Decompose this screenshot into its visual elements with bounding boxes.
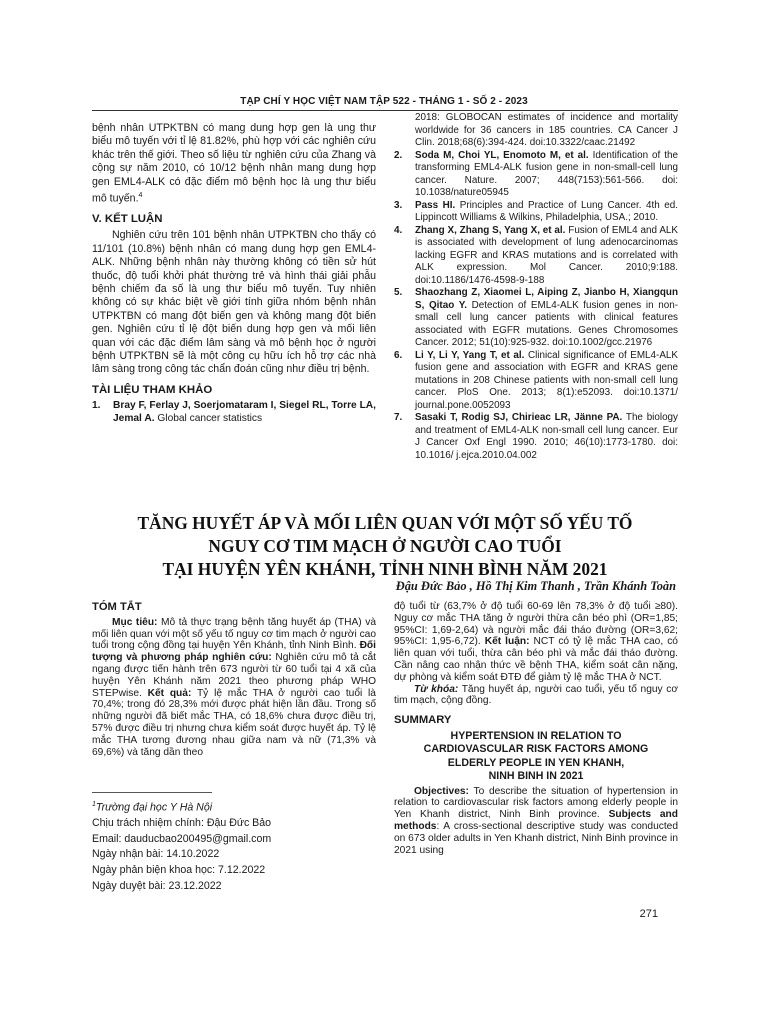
keywords: [394, 684, 678, 708]
reference-authors: Zhang X, Zhang S, Yang X, et al.: [415, 224, 566, 236]
corresponding-author: Chịu trách nhiệm chính: Đậu Đức Bảo: [92, 817, 272, 830]
journal-header: TẠP CHÍ Y HỌC VIỆT NAM TẬP 522 - THÁNG 1 - SỐ 2 - 2023: [240, 96, 528, 107]
reference-text: Principles and Practice of Lung Cancer. 4th ed. Lippincott Williams & Wilkins, Philadelphia, USA.; 2010.: [415, 199, 678, 223]
footnote-rule: [92, 792, 212, 793]
email: Email: dauducbao200495@gmail.com: [92, 832, 272, 845]
reference-item: [394, 350, 678, 413]
objective-text: Mô tả thực trạng bệnh tăng huyết áp (THA) và mối liên quan với một số yếu tố nguy cơ tim mạch ở người cao tuổi trong cộng đồng tại huyện Yên Khánh, tỉnh Ninh Bình.: [92, 616, 376, 652]
summary-title-line: NINH BINH IN 2021: [488, 770, 584, 783]
header-rule: [92, 110, 678, 111]
objectives-text: To describe the situation of hypertension in relation to cardiovascular risk factors among elderly people in Yen Khanh district, Ninh Binh province.: [394, 785, 678, 821]
title-line: TĂNG HUYẾT ÁP VÀ MỐI LIÊN QUAN VỚI MỘT SỐ YẾU TỐ: [137, 513, 633, 533]
reference-body: [415, 150, 678, 200]
conclusion-label: Kết luận:: [484, 636, 530, 648]
methods-text: Nghiên cứu mô tả cắt ngang được tiến hành trên 673 người từ 60 tuổi tại 4 xã của huyện Yên Khánh năm 2021 theo phương pháp WHO STEPwise.: [92, 652, 376, 699]
affiliation-marker: 1: [92, 801, 96, 808]
reference-number: 1.: [92, 400, 101, 412]
reference-text: Clinical significance of EML4-ALK fusion gene and association with EGFR and KRAS gene mutations in 208 Chinese patients with non-small cell lung cancer. PloS One. 2013; 8(1):e52093. doi:10.1371/ journal.pone.0052093: [415, 349, 678, 411]
reference-item: [394, 287, 678, 350]
reference-number: 2.: [394, 149, 403, 161]
subjects-label: Subjects and methods: [394, 809, 678, 832]
date-accepted: Ngày duyệt bài: 23.12.2022: [92, 879, 222, 892]
footnotes: [92, 797, 376, 894]
date-reviewed: Ngày phản biện khoa học: 7.12.2022: [92, 863, 266, 876]
reference-text: Detection of EML4-ALK fusion genes in non-small cell lung cancer patients with clinical features associated with EGFR mutations. Genes Chromosomes Cancer. 2012; 51(10):925-932. doi:10.1002/gcc.21976: [415, 299, 678, 348]
page-number: 271: [639, 908, 658, 920]
reference-body: [415, 350, 678, 413]
reference-authors: Pass HI.: [415, 199, 456, 211]
reference-body: [415, 225, 678, 288]
reference-authors: Li Y, Li Y, Yang T, et al.: [415, 349, 525, 361]
references-heading: TÀI LIỆU THAM KHẢO: [92, 383, 213, 396]
reference-1: [92, 400, 376, 425]
objective-label: Mục tiêu:: [112, 616, 158, 628]
right-column: [394, 112, 678, 462]
reference-body: [113, 400, 376, 425]
reference-authors: Soda M, Choi YL, Enomoto M, et al.: [415, 149, 589, 161]
conclusion-text: Nghiên cứu trên 101 bệnh nhân UTPKTBN cho thấy có 11/101 (10.8%) bệnh nhân có mang dung hợp gen EML4-ALK. Những bệnh nhân này thường không có tiền sử hút thuốc, độ tuổi khởi phát thường trẻ và hình thái giải phẫu bệnh chiếm đa số là ung thư biểu mô tuyến. Tuy nhiên không có sự khác biệt về giới tính giữa nhóm bệnh nhân UTPKTBN có mang đột biến gen và không mang đột biến gen. Nghiên cứu tỉ lệ đột biến dung hợp gen và mối liên quan với các đặc điểm lâm sàng và mô bệnh học ở người bệnh UTPKTBN sẽ là một công cụ hữu ích hỗ trợ các nhà lâm sàng trong công tác chẩn đoán cũng như điều trị bệnh.: [92, 229, 376, 376]
reference-1-continued: 2018: GLOBOCAN estimates of incidence and mortality worldwide for 36 cancers in 185 countries. CA Cancer J Clin. 2018;68(6):394-424. doi:10.3322/caac.21492: [415, 112, 678, 148]
abstract-right-column: [394, 601, 678, 856]
reference-number: 5.: [394, 287, 403, 298]
reference-number: 4.: [394, 224, 403, 236]
title-line: TẠI HUYỆN YÊN KHÁNH, TỈNH NINH BÌNH NĂM 2021: [162, 559, 608, 579]
results-label: Kết quả:: [147, 687, 192, 699]
reference-item: [394, 150, 678, 200]
abstract-vi: [92, 602, 376, 758]
conclusion-heading: V. KẾT LUẬN: [92, 212, 163, 225]
reference-body: [415, 200, 678, 225]
article-authors: Đậu Đức Bảo , Hồ Thị Kim Thanh , Trần Khánh Toàn: [395, 579, 676, 593]
affiliation: [92, 797, 376, 816]
reference-item: [394, 200, 678, 225]
article-title: [92, 512, 678, 581]
reference-body: [415, 287, 678, 350]
summary-title-line: ELDERLY PEOPLE IN YEN KHANH,: [447, 756, 625, 769]
left-column: [92, 122, 376, 425]
methods-label: Đối tượng và phương pháp nghiên cứu:: [92, 640, 376, 664]
summary-heading: SUMMARY: [394, 714, 452, 727]
abstract-heading: TÓM TẮT: [92, 601, 142, 613]
reference-body: [415, 412, 678, 462]
affiliation-text: Trường đại học Y Hà Nội: [95, 801, 213, 814]
reference-item: [394, 412, 678, 462]
reference-number: 7.: [394, 412, 403, 423]
reference-authors: Bray F, Ferlay J, Soerjomataram I, Siegel RL, Torre LA, Jemal A.: [113, 400, 376, 424]
date-received: Ngày nhận bài: 14.10.2022: [92, 848, 220, 861]
reference-text: Global cancer statistics: [157, 412, 263, 424]
objectives-label: Objectives:: [414, 785, 469, 797]
keywords-text: Tăng huyết áp, người cao tuổi, yếu tố nguy cơ tim mạch, cộng đồng.: [394, 683, 678, 707]
subjects-text: : A cross-sectional descriptive study was conducted on 673 older adults in Yen Khanh district, Ninh Binh province in 2021 using: [394, 820, 678, 856]
results-text: Tỷ lệ mắc THA ở người cao tuổi là 70,4%; trong đó 28,3% mới được phát hiện lần đầu. Trong số những người đã biết mắc THA, có 18,6% chưa được điều trị, 57% được điều trị nhưng chưa kiểm soát được huyết áp. Tỷ lệ mắc THA tương đương nhau giữa nam và nữ (71,3% và 69,6%) và tăng dần theo: [92, 687, 376, 758]
reference-text: The biology and treatment of EML4-ALK non-small cell lung cancer. Eur J Cancer Oxf Engl 1990. 2010; 46(10):1773-1780. doi: 10.1016/ j.ejca.2010.04.002: [415, 412, 678, 461]
results-continued-text: độ tuổi từ (63,7% ở độ tuổi 60-69 lên 78,3% ở độ tuổi ≥80). Nguy cơ mắc THA tăng ở người thừa cân béo phì (OR=1,85; 95%CI: 1,69-2,64) và người mắc đái tháo đường (OR=3,62; 95%CI: 1,95-6,72).: [394, 601, 678, 648]
abstract-continued: [394, 601, 678, 684]
summary-title-line: HYPERTENSION IN RELATION TO: [450, 729, 622, 742]
reference-number: 3.: [394, 199, 403, 211]
conclusion-abstract-text: NCT có tỷ lệ mắc THA cao, có liên quan với tuổi, thừa cân béo phì và mắc đái tháo đường. Cần nâng cao nhận thức về bệnh THA, kiểm soát cân nặng, dự phòng và kiểm soát ĐTĐ để giảm tỷ lệ mắc THA ở NCT.: [394, 636, 678, 683]
reference-text: Fusion of EML4 and ALK is associated with development of lung adenocarcinomas lacking EGFR and KRAS mutations and is correlated with ALK expression. Mol Cancer. 2010;9:188. doi:10.1186/1476-4598-9-188: [415, 224, 678, 286]
summary-paragraph: [394, 786, 678, 857]
summary-title-line: CARDIOVASCULAR RISK FACTORS AMONG: [423, 743, 649, 756]
reference-item: [394, 225, 678, 288]
reference-list: [394, 150, 678, 463]
reference-text: Identification of the transforming EML4-ALK fusion gene in non-small-cell lung cancer. Nature. 2007; 448(7153):561-566. doi: 10.1038/nature05945: [415, 149, 678, 198]
title-line: NGUY CƠ TIM MẠCH Ở NGƯỜI CAO TUỔI: [208, 536, 562, 556]
intro-text: bệnh nhân UTPKTBN có mang dung hợp gen là ung thư biểu mô tuyến với tỉ lệ 81.82%, phù hợp với các nghiên cứu khác trên thế giới. Theo số liệu từ nghiên cứu của Zhang và cộng sự năm 2010, có 10/12 bệnh nhân mang dung hợp gen EML4-ALK có đặc điểm mô bệnh học là ung thư biểu mô tuyến.: [92, 122, 376, 205]
reference-number: 6.: [394, 349, 403, 361]
reference-authors: Shaozhang Z, Xiaomei L, Aiping Z, Jianbo H, Xiangqun S, Qitao Y.: [415, 287, 678, 311]
summary-title: [394, 730, 678, 784]
keywords-label: Từ khóa:: [414, 683, 459, 695]
intro-citation: 4: [138, 192, 143, 200]
reference-authors: Sasaki T, Rodig SJ, Chirieac LR, Jänne PA.: [415, 412, 623, 423]
abstract-paragraph: [92, 617, 376, 759]
intro-paragraph: [92, 122, 376, 206]
